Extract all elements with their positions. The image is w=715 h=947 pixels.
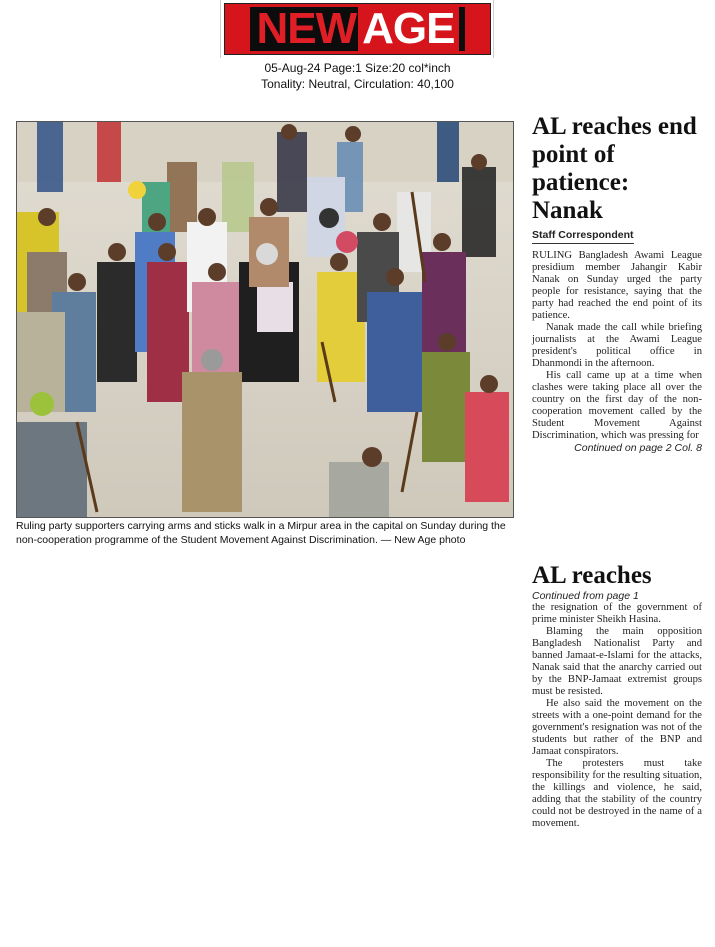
article-paragraph: Nanak made the call while briefing journalists at the Awami League president's political office in Dhanmondi in the afternoon. [532,322,702,369]
logo-text-age: AGE [358,4,458,54]
clipping-meta-tonality: Tonality: Neutral, Circulation: 40,100 [261,77,454,91]
continuation-paragraph: the resignation of the government of prime minister Sheikh Hasina. [532,602,702,625]
logo-text-new: NEW [256,4,357,53]
article-body [532,250,702,442]
continuation-paragraph: The protesters must take responsibility for the resulting situation, the killings and violence, he said, adding that the stability of the country could not be destroyed in the name of a movement. [532,758,702,829]
article-byline: Staff Correspondent [532,229,634,244]
continuation-paragraph: Blaming the main opposition Bangladesh Nationalist Party and banned Jamaat-e-Islami for the attacks, Nanak said that the anarchy carried out by the BNP-Jamaat extremist groups must be resisted. [532,626,702,697]
newspaper-logo [224,3,491,55]
main-article [532,113,702,454]
crowd-photo-illustration [17,122,513,517]
continued-from-label: Continued from page 1 [532,590,639,602]
masthead [220,0,494,58]
photo-caption: Ruling party supporters carrying arms and sticks walk in a Mirpur area in the capital on Sunday during the non-cooperation programme of the Student Movement Against Discrimination. — New Age photo [16,520,506,546]
article-paragraph: RULING Bangladesh Awami League presidium member Jahangir Kabir Nanak on Sunday urged the party people for resistance, saying that the party had reached the end point of its patience. [532,250,702,321]
clipping-meta-date-size: 05-Aug-24 Page:1 Size:20 col*inch [264,61,451,75]
continuation-article [532,562,702,830]
continuation-headline: AL reaches [532,562,652,589]
continued-on-link[interactable]: Continued on page 2 Col. 8 [574,442,702,454]
news-photo [16,121,514,518]
continuation-body [532,602,702,830]
article-headline: AL reaches end point of patience: Nanak [532,113,697,224]
continuation-paragraph: He also said the movement on the streets with a one-point demand for the government's resignation was not of the students but rather of the BNP and Jamaat conspirators. [532,698,702,757]
article-paragraph: His call came up at a time when clashes were taking place all over the country on the first day of the non-cooperation movement called by the Student Movement Against Discrimination, which was pressing for [532,370,702,441]
